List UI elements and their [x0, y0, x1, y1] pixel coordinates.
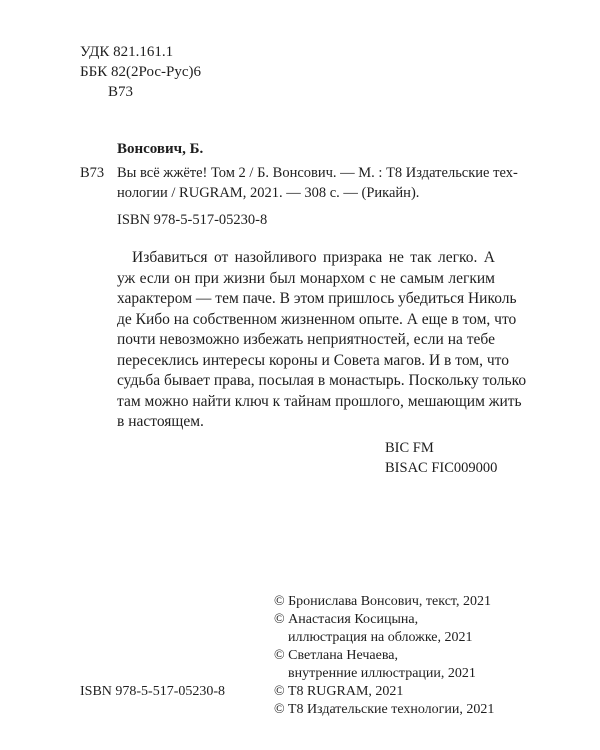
copyright-text: T8 Издательские технологии, 2021 [287, 702, 495, 717]
subject-codes [385, 438, 497, 478]
annotation-line: судьба бывает права, посылая в монастырь. Поскольку только [117, 372, 527, 389]
copyright-symbol: © [274, 702, 285, 717]
annotation-line: почти невозможно избежать неприятностей, если на тебе [117, 331, 495, 348]
copyright-continuation: иллюстрация на обложке, 2021 [288, 630, 473, 645]
copyright-entry [274, 611, 494, 629]
copyright-entry [274, 647, 494, 665]
copyright-text: Анастасия Косицына, [288, 612, 419, 627]
isbn-line: ISBN 978-5-517-05230-8 [117, 212, 268, 228]
copyright-entry [274, 683, 494, 701]
author-mark: В73 [108, 84, 134, 100]
catalog-mark: В73 [80, 165, 105, 181]
bic-code: BIC FM [385, 440, 434, 456]
footer-isbn: ISBN 978-5-517-05230-8 [80, 684, 226, 699]
annotation-line: в настоящем. [117, 413, 204, 430]
annotation-line: Избавиться от назойливого призрака не так легко. А [132, 249, 495, 266]
author-name: Вонсович, Б. [117, 141, 204, 157]
bibliographic-description [117, 163, 518, 203]
annotation-line: пересеклись интересы короны и Совета магов. И в том, что [117, 351, 509, 369]
biblio-line: Вы всё жжёте! Том 2 / Б. Вонсович. — М. : T8 Издательские тех- [117, 165, 518, 181]
annotation [117, 248, 527, 433]
bisac-code: BISAC FIC009000 [385, 460, 498, 476]
classification-block [80, 42, 201, 102]
udk-code: УДК 821.161.1 [80, 44, 174, 60]
copyright-continuation: внутренние иллюстрации, 2021 [288, 666, 476, 681]
copyright-symbol: © [274, 594, 285, 609]
copyright-text: Бронислава Вонсович, текст, 2021 [288, 594, 491, 609]
copyright-entry [274, 701, 494, 719]
biblio-line: нологии / RUGRAM, 2021. — 308 с. — (Рикайн). [117, 185, 420, 201]
annotation-line: де Кибо на собственном жизненном опыте. А еще в том, что [117, 310, 517, 328]
annotation-line: уж если он при жизни был монархом с не самым легким [117, 269, 495, 287]
copyright-text: T8 RUGRAM, 2021 [287, 684, 404, 699]
copyright-symbol: © [274, 612, 285, 627]
copyright-symbol: © [274, 684, 285, 699]
copyright-symbol: © [274, 648, 285, 663]
copyright-text: Светлана Нечаева, [288, 648, 398, 663]
annotation-line: там можно найти ключ к тайнам прошлого, мешающим жить [117, 392, 522, 410]
copyright-entry [274, 593, 494, 611]
copyright-block [274, 593, 494, 719]
bbk-code: ББК 82(2Рос-Рус)6 [80, 64, 201, 80]
annotation-line: характером — тем паче. В этом пришлось убедиться Николь [117, 290, 517, 307]
